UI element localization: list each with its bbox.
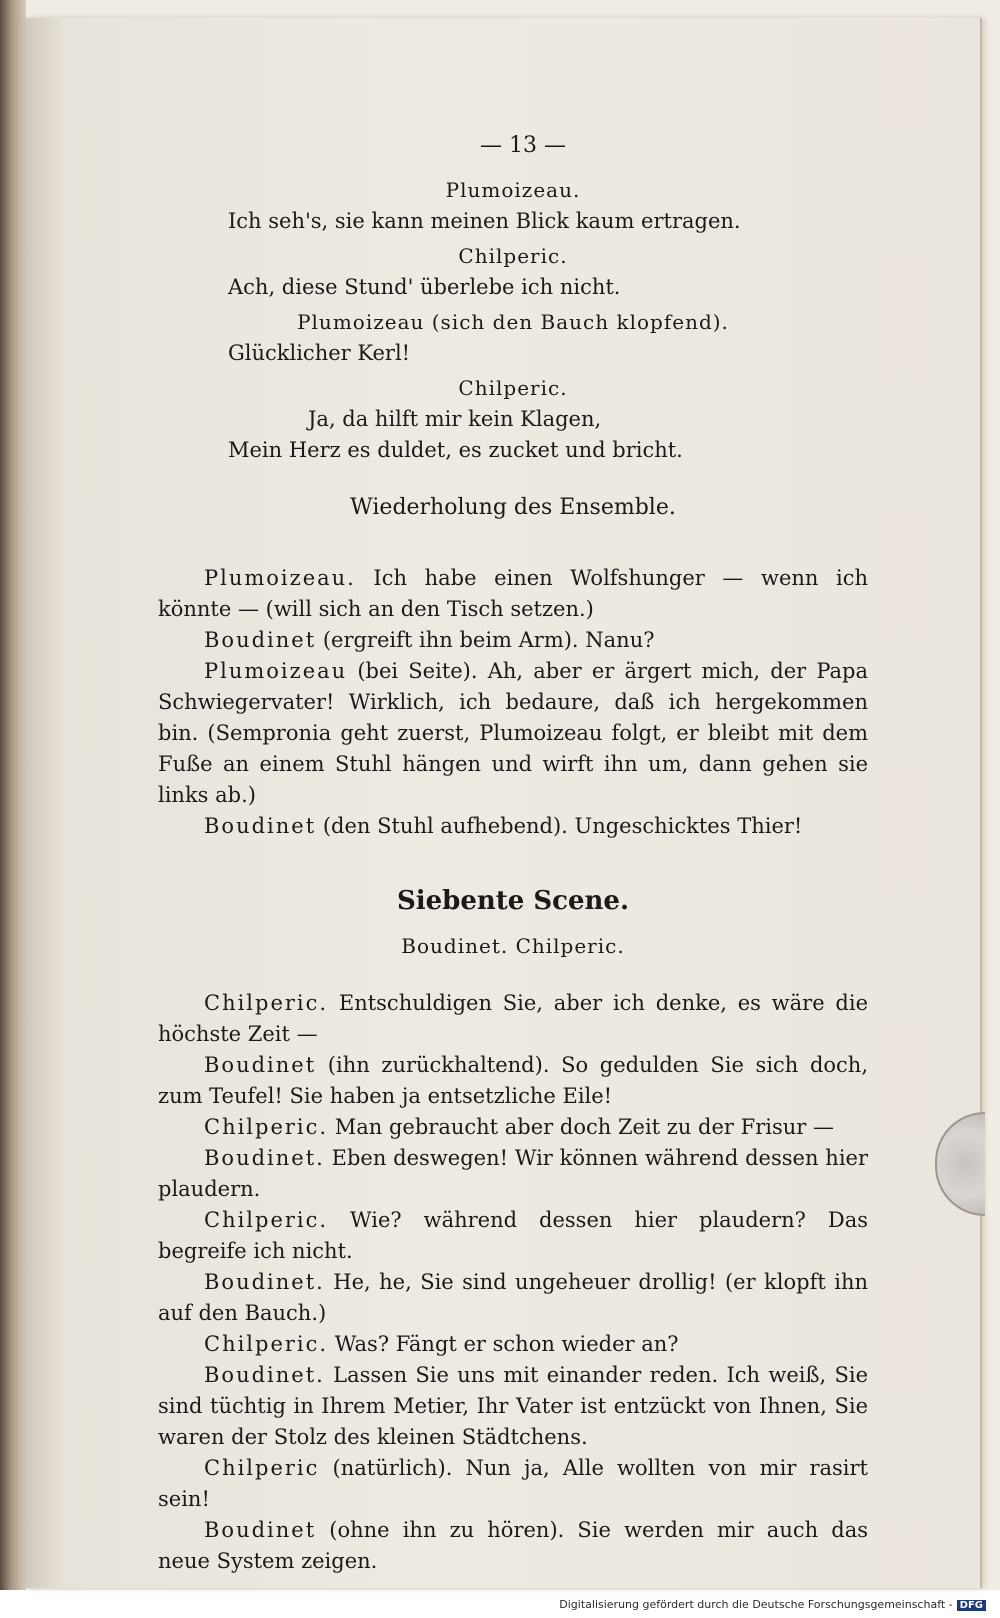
speaker-name: Boudinet.: [204, 1146, 325, 1170]
verse-line: Ach, diese Stund' überlebe ich nicht.: [228, 275, 621, 299]
verse-line: Ich seh's, sie kann meinen Blick kaum ertragen.: [228, 209, 741, 233]
speaker-name: Chilperic.: [204, 1208, 329, 1232]
dialogue-block-2: [158, 988, 868, 1577]
speaker-name: Chilperic: [204, 1456, 320, 1480]
speech-text: (ergreift ihn beim Arm). Nanu?: [316, 628, 655, 652]
speech-text: Ich habe einen Wolfshunger — wenn ich könnte — (will sich an den Tisch setzen.): [158, 566, 868, 621]
speaker-name: Boudinet: [204, 814, 317, 838]
dialogue-paragraph: [158, 1143, 868, 1205]
dialogue-paragraph: [158, 811, 868, 842]
verse-line: Ja, da hilft mir kein Klagen,: [308, 407, 602, 431]
ensemble-heading: Wiederholung des Ensemble.: [350, 495, 676, 520]
dfg-logo: DFG: [957, 1600, 986, 1611]
left-page-edge: [0, 0, 26, 1590]
speaker-name: Chilperic.: [204, 991, 329, 1015]
verse-line: Mein Herz es duldet, es zucket und bricht.: [228, 438, 683, 462]
page-number: — 13 —: [480, 133, 566, 158]
speech-text: Was? Fängt er schon wieder an?: [328, 1332, 679, 1356]
speech-text: (bei Seite). Ah, aber er ärgert mich, der Papa Schwiegervater! Wirklich, ich bedaure, daß ich hergekommen bin. (Sempronia geht zuerst, Plumoizeau folgt, er bleibt mit dem Fuße an einem Stuhl hängen und wirft ihn um, dann gehen sie links ab.): [158, 659, 868, 807]
verse-speaker: Chilperic.: [458, 244, 568, 268]
speech-text: (natürlich). Nun ja, Alle wollten von mir rasirt sein!: [158, 1456, 868, 1511]
speech-text: Man gebraucht aber doch Zeit zu der Frisur —: [328, 1115, 834, 1139]
speech-text: (ihn zurückhaltend). So gedulden Sie sich doch, zum Teufel! Sie haben ja entsetzliche Eile!: [158, 1053, 868, 1108]
dialogue-paragraph: [158, 1205, 868, 1267]
speaker-name: Chilperic.: [204, 1115, 329, 1139]
scene-title: Siebente Scene.: [396, 886, 630, 916]
speech-text: Lassen Sie uns mit einander reden. Ich weiß, Sie sind tüchtig in Ihrem Metier, Ihr Vater ist entzückt von Ihnen, Sie waren der Stolz des kleinen Städtchens.: [158, 1363, 868, 1449]
speaker-name: Boudinet: [204, 628, 317, 652]
verse-line: Glücklicher Kerl!: [228, 341, 411, 365]
speaker-name: Plumoizeau: [204, 659, 348, 683]
speech-text: (ohne ihn zu hören). Sie werden mir auch das neue System zeigen.: [158, 1518, 868, 1573]
dialogue-paragraph: [158, 625, 868, 656]
dialogue-paragraph: [158, 1267, 868, 1329]
verse-speaker: Plumoizeau (sich den Bauch klopfend).: [297, 310, 729, 334]
speaker-name: Boudinet.: [204, 1270, 325, 1294]
dialogue-paragraph: [158, 1050, 868, 1112]
verse-block: [158, 175, 868, 466]
speaker-name: Boudinet: [204, 1518, 317, 1542]
speech-text: Entschuldigen Sie, aber ich denke, es wäre die höchste Zeit —: [158, 991, 868, 1046]
speech-text: He, he, Sie sind ungeheuer drollig! (er klopft ihn auf den Bauch.): [158, 1270, 868, 1325]
speaker-name: Boudinet.: [204, 1363, 325, 1387]
verse-speaker: Chilperic.: [458, 376, 568, 400]
dialogue-paragraph: [158, 1453, 868, 1515]
speech-text: Wie? während dessen hier plaudern? Das begreife ich nicht.: [158, 1208, 868, 1263]
speaker-name: Chilperic.: [204, 1332, 329, 1356]
footer-text: Digitalisierung gefördert durch die Deutsche Forschungsgemeinschaft -: [559, 1598, 953, 1611]
speaker-name: Boudinet: [204, 1053, 317, 1077]
footer-credit: [559, 1598, 986, 1611]
cast-line: Boudinet. Chilperic.: [401, 934, 625, 958]
dialogue-block-1: [158, 563, 868, 842]
verse-speaker: Plumoizeau.: [445, 178, 581, 202]
speech-text: (den Stuhl aufhebend). Ungeschicktes Thier!: [316, 814, 803, 838]
dialogue-paragraph: [158, 1329, 868, 1360]
dialogue-paragraph: [158, 563, 868, 625]
speech-text: Eben deswegen! Wir können während dessen hier plaudern.: [158, 1146, 868, 1201]
dialogue-paragraph: [158, 988, 868, 1050]
speaker-name: Plumoizeau.: [204, 566, 356, 590]
dialogue-paragraph: [158, 1515, 868, 1577]
page-text: [158, 130, 868, 1577]
dialogue-paragraph: [158, 656, 868, 811]
dialogue-paragraph: [158, 1112, 868, 1143]
dialogue-paragraph: [158, 1360, 868, 1453]
